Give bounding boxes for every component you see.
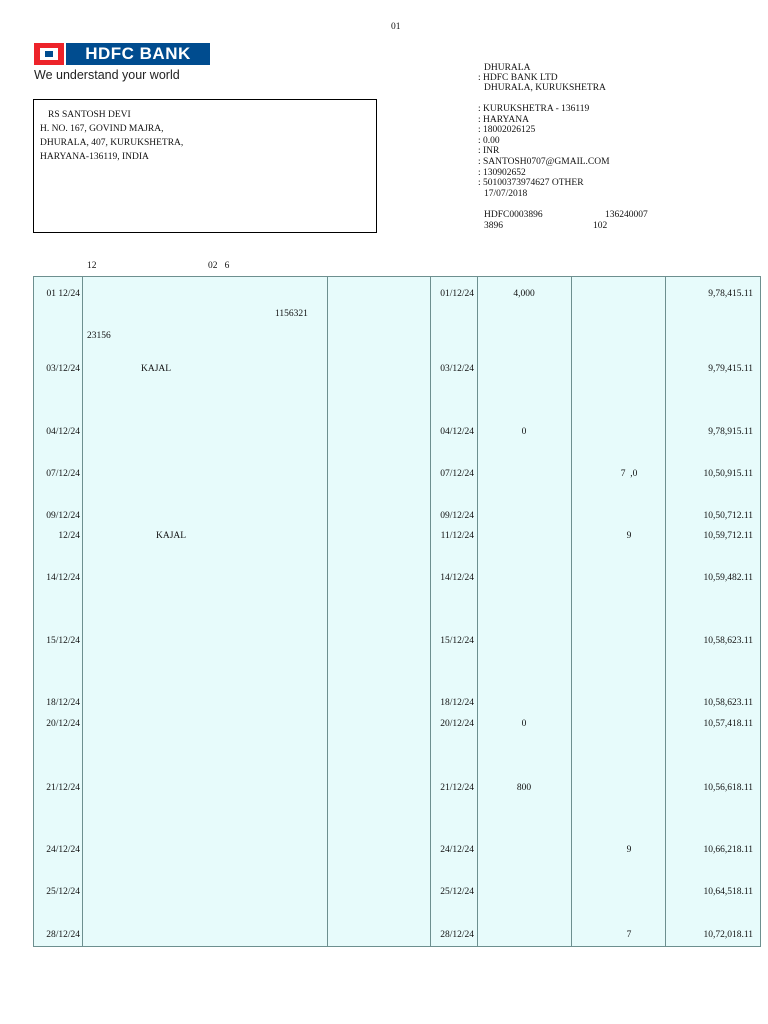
txn-balance: 10,59,482.11	[703, 573, 753, 583]
customer-address-box	[33, 99, 377, 233]
txn-value-date: 14/12/24	[440, 573, 474, 583]
txn-date: 03/12/24	[46, 364, 80, 374]
txn-ref-number: 1156321	[275, 309, 308, 319]
column-divider	[327, 277, 328, 946]
txn-deposit: 7	[626, 930, 632, 940]
txn-date: 15/12/24	[46, 636, 80, 646]
txn-value-date: 24/12/24	[440, 845, 474, 855]
txn-date: 14/12/24	[46, 573, 80, 583]
column-divider	[477, 277, 478, 946]
txn-value-date: 01/12/24	[440, 289, 474, 299]
address-line: DHURALA, 407, KURUKSHETRA,	[40, 138, 184, 148]
txn-deposit: 9	[626, 845, 632, 855]
txn-balance: 10,64,518.11	[703, 887, 753, 897]
txn-balance: 10,50,712.11	[703, 511, 753, 521]
txn-date: 28/12/24	[46, 930, 80, 940]
txn-balance: 10,66,218.11	[703, 845, 753, 855]
product-code: 102	[593, 221, 608, 231]
txn-value-date: 18/12/24	[440, 698, 474, 708]
bank-tagline: We understand your world	[34, 68, 180, 82]
txn-withdrawal: 0	[521, 427, 527, 437]
txn-date: 18/12/24	[46, 698, 80, 708]
phone-number: : 18002026125	[478, 125, 536, 135]
address-line: H. NO. 167, GOVIND MAJRA,	[40, 124, 164, 134]
txn-date: 24/12/24	[46, 845, 80, 855]
statement-from: 12	[87, 261, 97, 271]
hdfc-bank-logo	[34, 43, 210, 83]
txn-balance: 10,58,623.11	[703, 636, 753, 646]
statement-to: 02 6	[208, 261, 230, 271]
branch-details	[478, 63, 758, 233]
page-number: 01	[391, 22, 401, 32]
branch-bank: : HDFC BANK LTD	[478, 73, 558, 83]
branch-state: : HARYANA	[478, 115, 529, 125]
branch-city: : KURUKSHETRA - 136119	[478, 104, 590, 114]
branch-name: DHURALA	[484, 63, 531, 73]
branch-code: 3896	[484, 221, 503, 231]
txn-balance: 10,58,623.11	[703, 698, 753, 708]
txn-value-date: 15/12/24	[440, 636, 474, 646]
txn-withdrawal: 4,000	[513, 289, 535, 299]
txn-value-date: 07/12/24	[440, 469, 474, 479]
txn-value-date: 03/12/24	[440, 364, 474, 374]
txn-value-date: 25/12/24	[440, 887, 474, 897]
txn-withdrawal: 0	[521, 719, 527, 729]
txn-date: 04/12/24	[46, 427, 80, 437]
currency: : INR	[478, 146, 500, 156]
txn-narration: KAJAL	[156, 531, 187, 541]
micr-code: 136240007	[605, 210, 648, 220]
txn-withdrawal: 800	[516, 783, 532, 793]
txn-value-date: 09/12/24	[440, 511, 474, 521]
customer-name: RS SANTOSH DEVI	[48, 110, 131, 120]
txn-deposit: 7 ,0	[620, 469, 638, 479]
txn-value-date: 04/12/24	[440, 427, 474, 437]
transactions-table	[33, 276, 761, 947]
bank-name: HDFC BANK	[66, 43, 210, 65]
txn-balance: 10,59,712.11	[703, 531, 753, 541]
txn-date: 07/12/24	[46, 469, 80, 479]
txn-date: 12/24	[58, 531, 80, 541]
column-divider	[571, 277, 572, 946]
hdfc-logo-icon	[34, 43, 64, 65]
address-line: HARYANA-136119, INDIA	[40, 152, 149, 162]
txn-date: 21/12/24	[46, 783, 80, 793]
txn-balance: 10,56,618.11	[703, 783, 753, 793]
od-limit: : 0.00	[478, 136, 500, 146]
email: : SANTOSH0707@GMAIL.COM	[478, 157, 610, 167]
customer-id: : 130902652	[478, 168, 526, 178]
txn-balance: 10,57,418.11	[703, 719, 753, 729]
account-open-date: 17/07/2018	[484, 189, 528, 199]
txn-deposit: 9	[626, 531, 632, 541]
txn-date: 20/12/24	[46, 719, 80, 729]
txn-date: 09/12/24	[46, 511, 80, 521]
txn-balance: 10,50,915.11	[703, 469, 753, 479]
branch-address: DHURALA, KURUKSHETRA	[484, 83, 606, 93]
txn-narration-extra: 23156	[87, 331, 111, 341]
txn-balance: 10,72,018.11	[703, 930, 753, 940]
txn-value-date: 28/12/24	[440, 930, 474, 940]
txn-balance: 9,78,915.11	[708, 427, 753, 437]
txn-value-date: 21/12/24	[440, 783, 474, 793]
txn-balance: 9,79,415.11	[708, 364, 753, 374]
account-number: : 50100373974627 OTHER	[478, 178, 584, 188]
txn-narration: KAJAL	[141, 364, 172, 374]
ifsc-code: HDFC0003896	[484, 210, 543, 220]
txn-value-date: 11/12/24	[440, 531, 474, 541]
txn-value-date: 20/12/24	[440, 719, 474, 729]
txn-date: 01 12/24	[46, 289, 80, 299]
txn-balance: 9,78,415.11	[708, 289, 753, 299]
txn-date: 25/12/24	[46, 887, 80, 897]
column-divider	[82, 277, 83, 946]
